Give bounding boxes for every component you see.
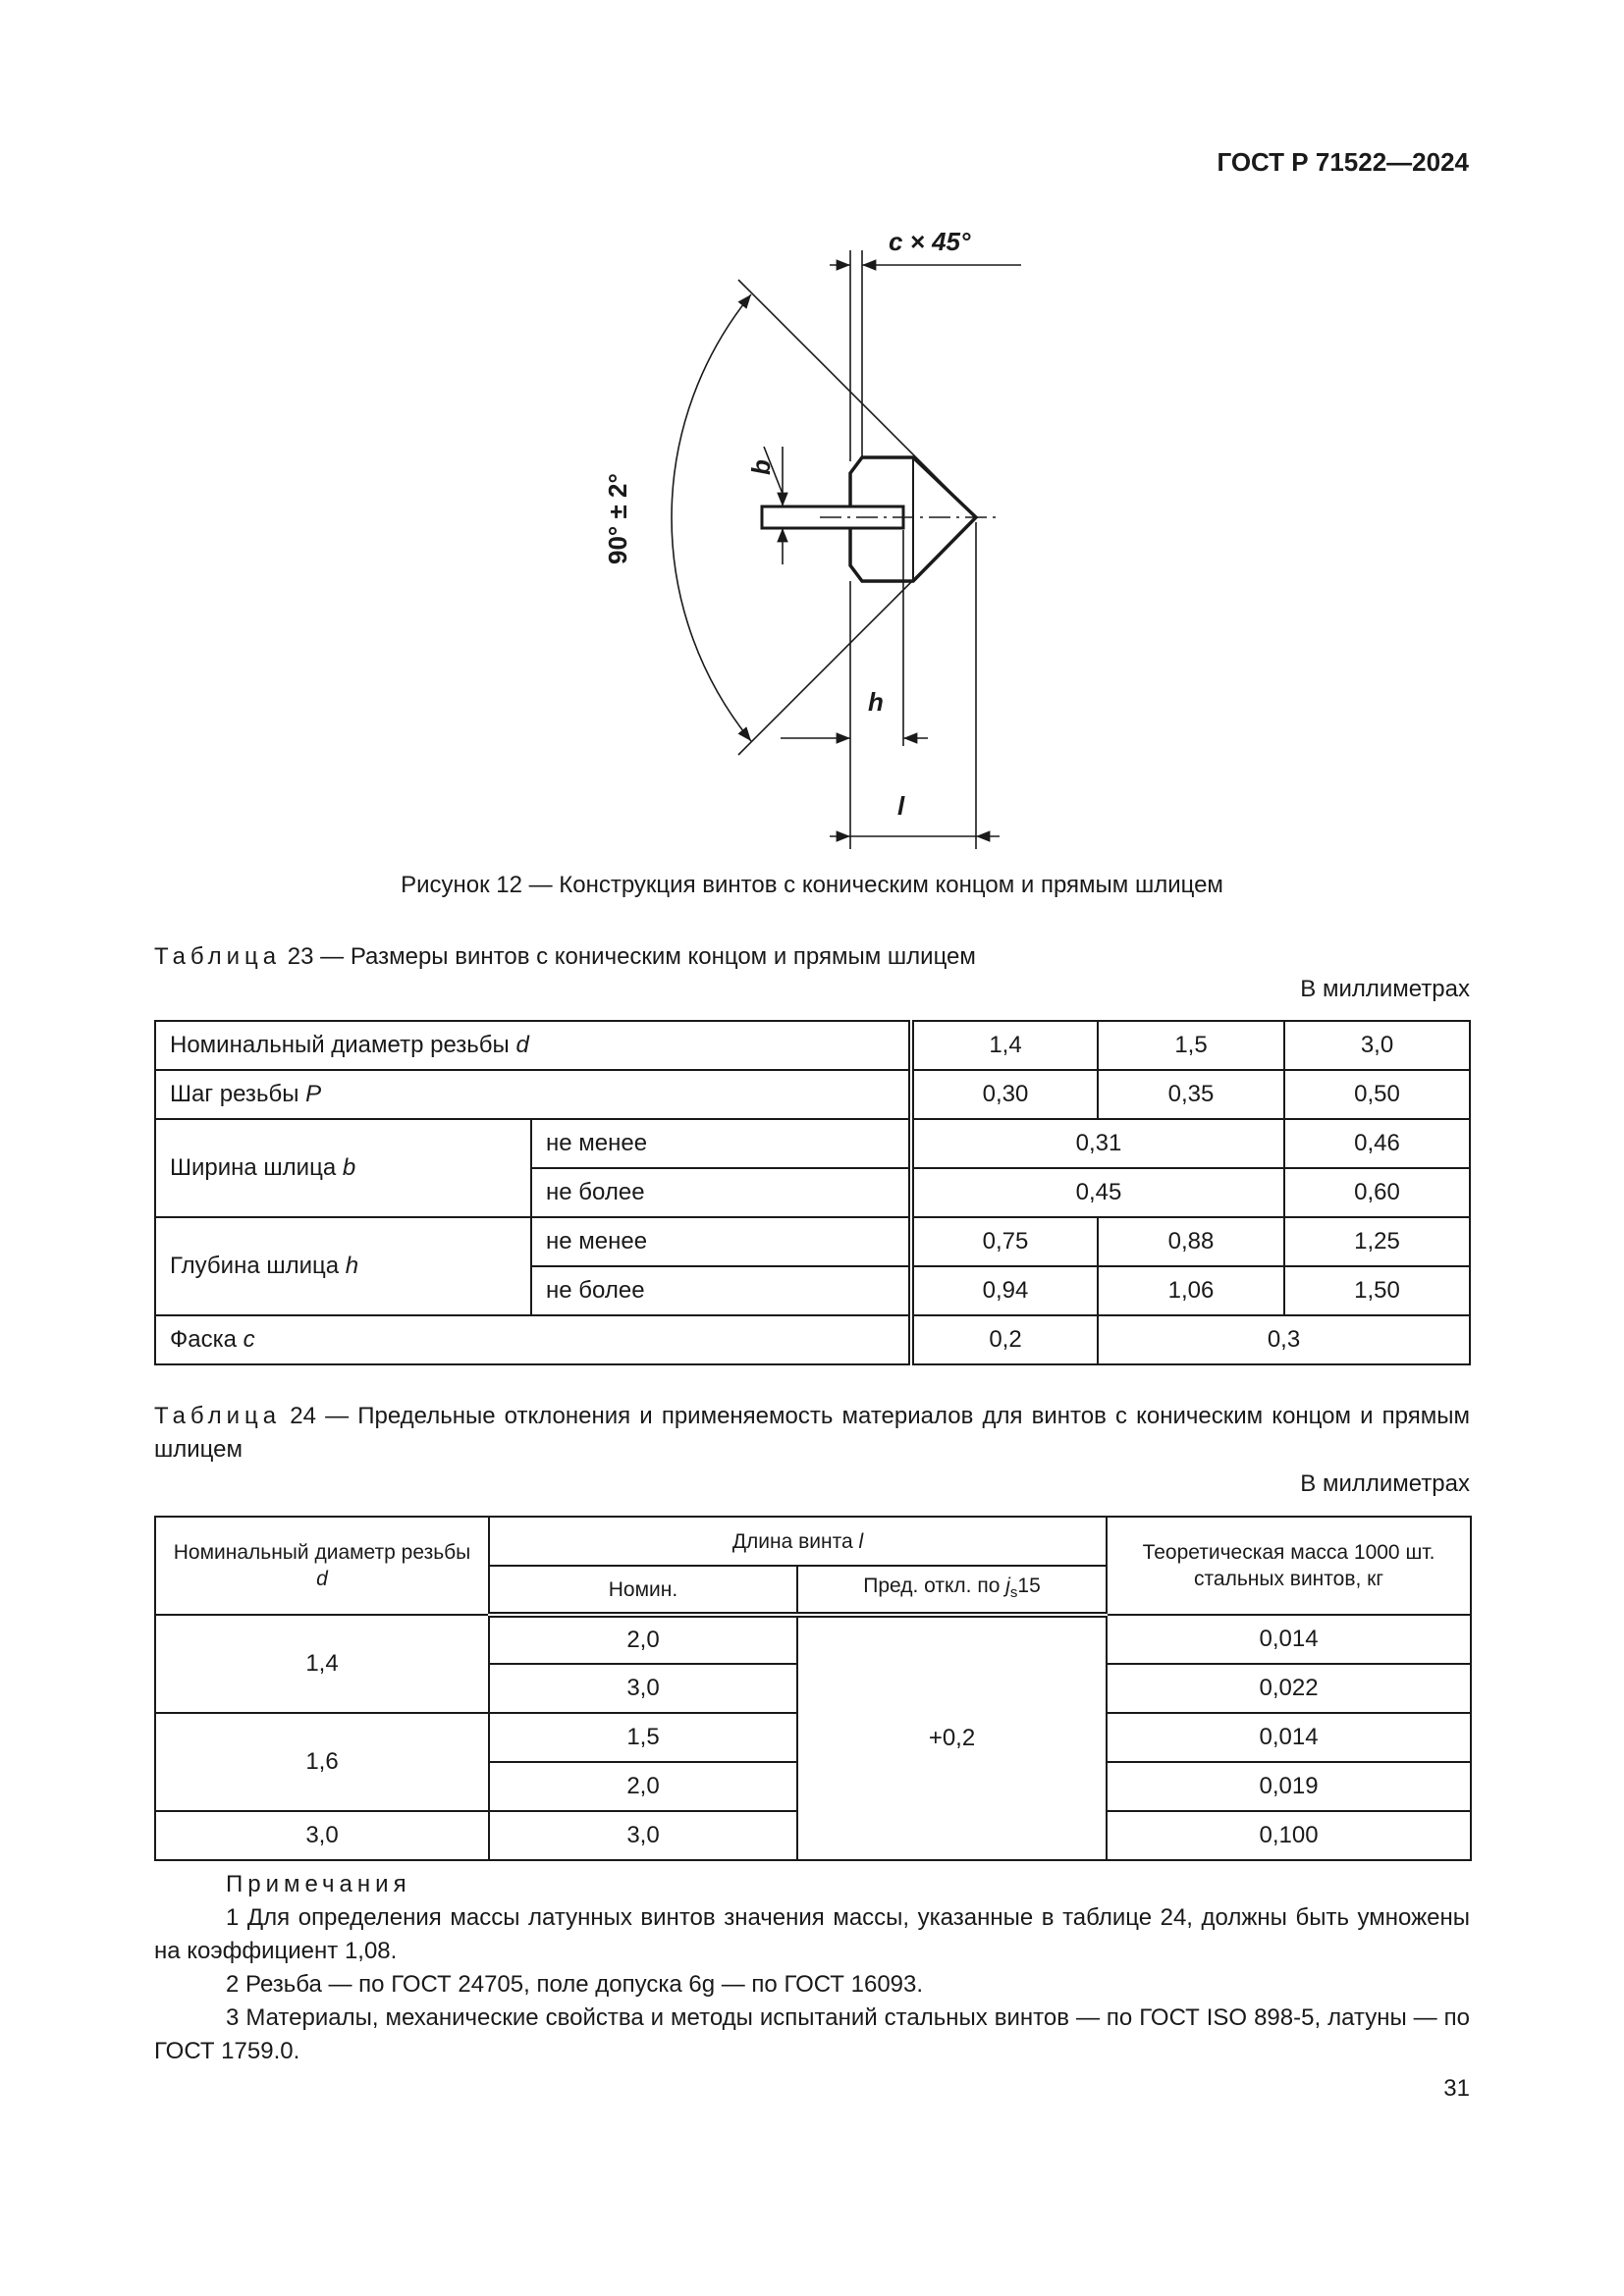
table-cell: не менее	[531, 1119, 911, 1168]
table-cell: 0,3	[1098, 1315, 1470, 1364]
table-cell: не более	[531, 1168, 911, 1217]
chamfer-label: c × 45°	[889, 227, 971, 256]
h-label: h	[868, 687, 884, 717]
length-header: Длина винта l	[489, 1517, 1107, 1566]
table-cell: 1,6	[155, 1713, 489, 1811]
table-cell: 0,014	[1107, 1615, 1471, 1664]
pitch-label-cell: Шаг резьбы P	[155, 1070, 911, 1119]
table-cell: 0,014	[1107, 1713, 1471, 1762]
notes	[154, 1868, 1470, 2068]
table-cell: 0,50	[1284, 1070, 1470, 1119]
table-cell: 1,4	[911, 1021, 1098, 1070]
mass-header: Теоретическая масса 1000 шт. стальных винтов, кг	[1107, 1517, 1471, 1615]
table23-title	[154, 940, 1470, 974]
table-cell: 0,100	[1107, 1811, 1471, 1860]
table-row	[155, 1021, 1470, 1070]
table-cell: 0,45	[911, 1168, 1284, 1217]
table-cell: 3,0	[489, 1664, 797, 1713]
table-row	[155, 1217, 1470, 1266]
b-label: b	[746, 459, 776, 475]
tolerance-header: Пред. откл. по $j_s15$	[797, 1566, 1107, 1615]
table-row	[155, 1615, 1471, 1664]
table24	[154, 1516, 1472, 1861]
tolerance-cell: +0,2	[797, 1615, 1107, 1860]
table24-units: В миллиметрах	[1300, 1470, 1470, 1497]
table-cell: не более	[531, 1266, 911, 1315]
table24-title	[154, 1400, 1470, 1467]
table-cell: не менее	[531, 1217, 911, 1266]
table-cell: 0,60	[1284, 1168, 1470, 1217]
table-cell: 0,31	[911, 1119, 1284, 1168]
table-cell: 0,022	[1107, 1664, 1471, 1713]
table-cell: 1,5	[489, 1713, 797, 1762]
table-cell: 0,35	[1098, 1070, 1284, 1119]
table-header-row	[155, 1517, 1471, 1566]
table-cell: 2,0	[489, 1615, 797, 1664]
figure-caption: Рисунок 12 — Конструкция винтов с коническим концом и прямым шлицем	[401, 872, 1223, 898]
table-cell: 0,88	[1098, 1217, 1284, 1266]
note-item: 2 Резьба — по ГОСТ 24705, поле допуска 6g — по ГОСТ 16093.	[226, 1971, 924, 1998]
table23-units: В миллиметрах	[1300, 976, 1470, 1002]
table-cell: 2,0	[489, 1762, 797, 1811]
table23-title-word: Таблица	[154, 943, 282, 970]
table-cell: 0,94	[911, 1266, 1098, 1315]
angle-label: 90° ± 2°	[603, 473, 632, 564]
table-cell: 1,4	[155, 1615, 489, 1713]
nominal-header: Номин.	[489, 1566, 797, 1615]
page-number: 31	[1443, 2075, 1470, 2102]
table-cell: 0,75	[911, 1217, 1098, 1266]
table-row	[155, 1070, 1470, 1119]
table-cell: 1,5	[1098, 1021, 1284, 1070]
table-cell: 0,30	[911, 1070, 1098, 1119]
table-cell: 0,46	[1284, 1119, 1470, 1168]
width-label-cell: Ширина шлица b	[155, 1119, 531, 1217]
diam-label-cell: Номинальный диаметр резьбы d	[155, 1021, 911, 1070]
note-item: 1 Для определения массы латунных винтов значения массы, указанные в таблице 24, должны быть умножены на коэффициент 1,08.	[154, 1904, 1470, 1964]
screw-drawing	[589, 216, 1041, 864]
chamfer-label-cell: Фаска c	[155, 1315, 911, 1364]
table23-title-text: 23 — Размеры винтов с коническим концом и прямым шлицем	[287, 943, 976, 970]
table-row	[155, 1315, 1470, 1364]
table-cell: 1,50	[1284, 1266, 1470, 1315]
depth-label-cell: Глубина шлица h	[155, 1217, 531, 1315]
notes-title: Примечания	[226, 1871, 411, 1897]
angle-arc	[672, 294, 751, 741]
table-cell: 3,0	[489, 1811, 797, 1860]
table-cell: 3,0	[155, 1811, 489, 1860]
note-item: 3 Материалы, механические свойства и методы испытаний стальных винтов — по ГОСТ ISO 898-5, латуны — по ГОСТ 1759.0.	[154, 2004, 1470, 2064]
table-row	[155, 1119, 1470, 1168]
table24-title-word: Таблица	[154, 1403, 282, 1429]
table-cell: 1,25	[1284, 1217, 1470, 1266]
diam-header: Номинальный диаметр резьбы d	[155, 1517, 489, 1615]
table-cell: 0,2	[911, 1315, 1098, 1364]
table-cell: 0,019	[1107, 1762, 1471, 1811]
table-cell: 1,06	[1098, 1266, 1284, 1315]
document-header: ГОСТ Р 71522—2024	[1217, 147, 1469, 177]
table-cell: 3,0	[1284, 1021, 1470, 1070]
l-label: l	[897, 791, 905, 821]
table23	[154, 1020, 1471, 1365]
table24-title-text: 24 — Предельные отклонения и применяемость материалов для винтов с коническим концом и прямым шлицем	[154, 1403, 1471, 1463]
